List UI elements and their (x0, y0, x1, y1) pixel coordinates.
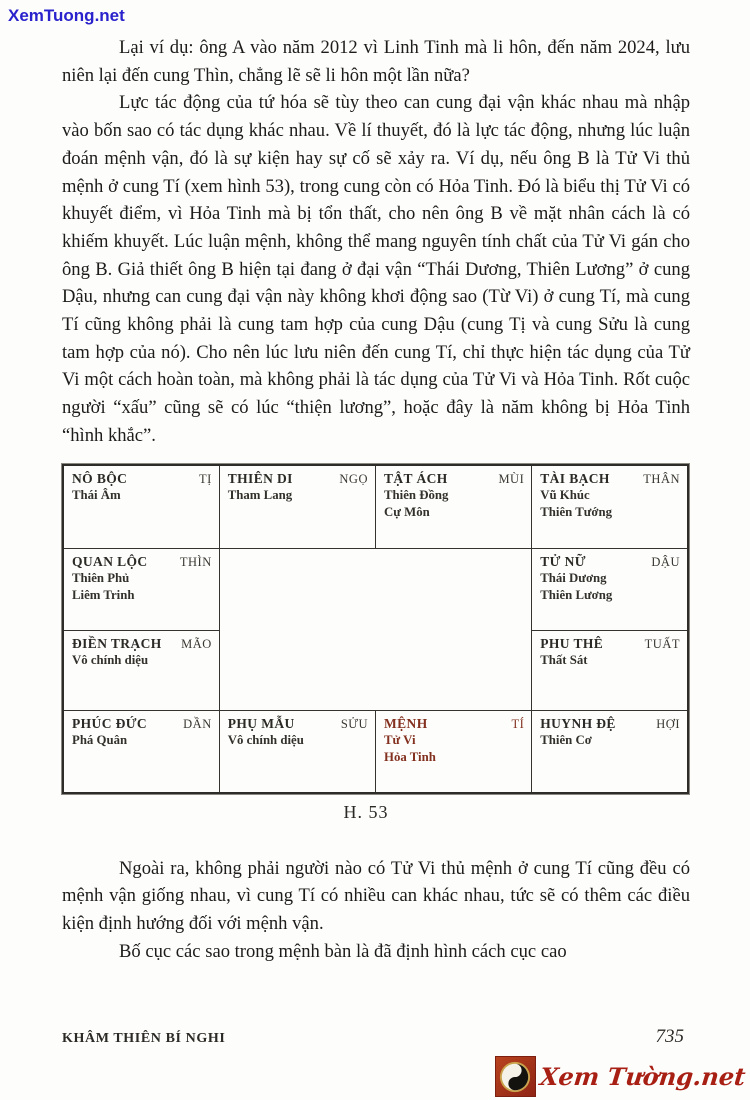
page-body (62, 34, 690, 965)
branch-name: NGỌ (339, 471, 368, 486)
palace-center-empty (219, 549, 532, 711)
palace-cell-dien-trach (63, 631, 219, 711)
palace-name: MỆNH (384, 716, 428, 732)
palace-cell-huynh-de (532, 711, 688, 793)
star-name: Tham Lang (227, 487, 293, 502)
running-title: KHÂM THIÊN BÍ NGHI (62, 1031, 226, 1046)
paragraph: Lại ví dụ: ông A vào năm 2012 vì Linh Tinh mà li hôn, đến năm 2024, lưu niên lại đến cung Thìn, chẳng lẽ sẽ li hôn một lần nữa? (62, 37, 690, 86)
palace-cell-phu-the (532, 631, 688, 711)
site-logo-text: Xem Tường.net (538, 1062, 747, 1091)
palace-cell-thien-di (219, 465, 375, 549)
branch-name: THÌN (179, 555, 212, 570)
star-name: Thiên Cơ (540, 733, 592, 748)
palace-name: PHÚC ĐỨC (72, 716, 148, 732)
star-name: Cự Môn (384, 504, 430, 519)
branch-name: TÍ (511, 717, 525, 732)
star-name: Phá Quân (72, 733, 128, 748)
star-name: Vô chính diệu (72, 653, 149, 668)
palace-name: THIÊN DI (227, 470, 293, 486)
palace-name: PHỤ MẪU (227, 716, 295, 732)
branch-name: HỢI (656, 717, 680, 732)
watermark-link[interactable]: XemTuong.net (8, 6, 125, 25)
palace-chart (62, 464, 690, 823)
branch-name: TUẤT (644, 637, 680, 652)
yin-yang-icon (495, 1056, 536, 1097)
star-name: Vũ Khúc (540, 487, 590, 502)
branch-name: DẬU (651, 555, 680, 570)
palace-table (62, 464, 689, 794)
palace-cell-menh (376, 711, 532, 793)
palace-name: ĐIỀN TRẠCH (72, 636, 162, 652)
palace-name: QUAN LỘC (72, 554, 148, 570)
star-name: Thiên Đồng (384, 487, 449, 502)
palace-cell-phuc-duc (63, 711, 219, 793)
palace-cell-tu-nu (532, 549, 688, 631)
star-name: Tử Vi (384, 733, 416, 748)
branch-name: MÙI (498, 471, 525, 486)
page-number: 735 (655, 1026, 684, 1047)
branch-name: TỊ (198, 471, 212, 486)
star-name: Vô chính diệu (227, 733, 304, 748)
star-name: Thiên Lương (540, 588, 613, 603)
palace-cell-quan-loc (63, 549, 219, 631)
paragraph: Lực tác động của tứ hóa sẽ tùy theo can cung đại vận khác nhau mà nhập vào bốn sao có tác dụng khác nhau. Về lí thuyết, đó là lực tác động, nhưng lúc luận đoán mệnh vận, đó là sự kiện hay sự cố sẽ xảy ra. Ví dụ, nếu ông B là Tử Vi thủ mệnh ở cung Tí (xem hình 53), trong cung còn có Hỏa Tinh. Đó là biểu thị Tử Vi có khuyết điểm, vì Hỏa Tinh mà bị tổn thất, cho nên ông B về mặt nhân cách là có khiếm khuyết. Lúc luận mệnh, không thể mang nguyên tính chất của Tử Vi gán cho ông B. Giả thiết ông B hiện tại đang ở đại vận “Thái Dương, Thiên Lương” ở cung Dậu, nhưng can cung đại vận này không khơi động sao (Từ Vi) ở cung Tí, mà cung Tí cũng không phải là cung tam hợp của cung Dậu (cung Tị và cung Sửu là cung tam hợp của nó). Cho nên lúc lưu niên đến cung Tí, chỉ thực hiện tác dụng của Tử Vi một cách hoàn toàn, mà không phải là tác dụng của Tử Vi và Hỏa Tinh. Rốt cuộc người “xấu” cũng sẽ có lúc “thiện lương”, hoặc đây là năm không bị Hỏa Tinh “hình khắc”. (62, 92, 690, 446)
star-name: Thiên Tướng (540, 504, 613, 519)
star-name: Thái Âm (72, 487, 121, 502)
star-name: Thiên Phủ (72, 571, 130, 586)
branch-name: MÃO (181, 637, 212, 652)
site-logo[interactable] (495, 1056, 745, 1097)
star-name: Liêm Trinh (72, 588, 135, 603)
palace-cell-phu-mau (219, 711, 375, 793)
palace-name: TẬT ÁCH (384, 470, 448, 486)
star-name: Thất Sát (540, 653, 588, 668)
palace-cell-tai-bach (532, 465, 688, 549)
palace-cell-no-boc (63, 465, 219, 549)
paragraph: Ngoài ra, không phải người nào có Tử Vi thủ mệnh ở cung Tí cũng đều có mệnh vận giống nhau, vì cung Tí có nhiều can khác nhau, tức sẽ có thêm các điều kiện định hướng đối với mệnh vận. (62, 857, 690, 934)
branch-name: SỬU (340, 717, 368, 732)
paragraph: Bố cục các sao trong mệnh bàn là đã định hình cách cục cao (119, 940, 567, 962)
branch-name: DẦN (183, 717, 212, 732)
star-name: Thái Dương (540, 571, 607, 586)
branch-name: THÂN (643, 471, 680, 486)
palace-cell-tat-ach (376, 465, 532, 549)
palace-name: HUYNH ĐỆ (540, 716, 616, 732)
palace-name: PHU THÊ (540, 636, 604, 652)
star-name: Hỏa Tinh (384, 750, 436, 765)
figure-caption: H. 53 (343, 801, 389, 822)
palace-name: TÀI BẠCH (540, 470, 610, 486)
palace-name: NÔ BỘC (72, 470, 128, 486)
palace-name: TỬ NỮ (540, 554, 586, 570)
